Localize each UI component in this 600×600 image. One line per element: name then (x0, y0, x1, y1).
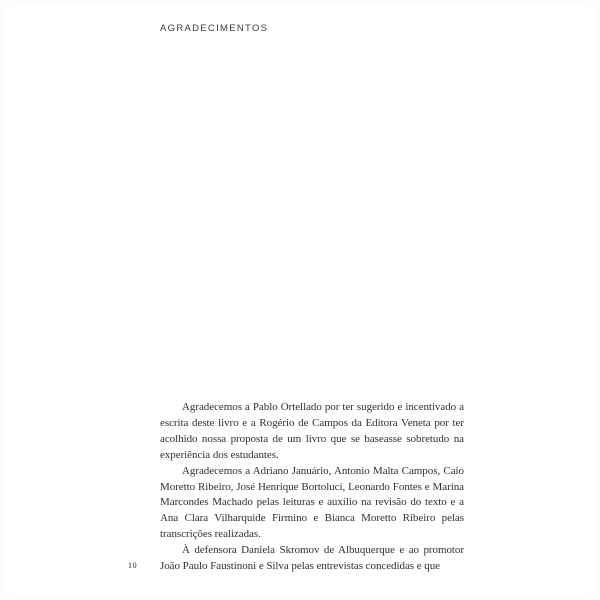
body-paragraph: Agradecemos a Adriano Januário, Antonio Malta Campos, Caio Moretto Ribeiro, José Henrique Bortoluci, Leonardo Fontes e Marina Marcondes Machado pelas leituras e auxílio na revisão do texto e a Ana Clara Vilharquide Firmino e Bianca Moretto Ribeiro pelas transcrições realizadas. (160, 464, 464, 541)
page-number: 10 (128, 561, 138, 570)
body-text-block (160, 400, 464, 575)
running-header: AGRADECIMENTOS (160, 23, 269, 34)
body-paragraph: À defensora Daniela Skromov de Albuquerque e ao promotor João Paulo Faustinoni e Silva pelas entrevistas concedidas e que (160, 544, 464, 573)
body-paragraph: Agradecemos a Pablo Ortellado por ter sugerido e incentivado a escrita deste livro e a Rogério de Campos da Editora Veneta por ter acolhido nossa proposta de um livro que se baseasse sobretudo na experiência dos estudantes. (160, 401, 464, 461)
